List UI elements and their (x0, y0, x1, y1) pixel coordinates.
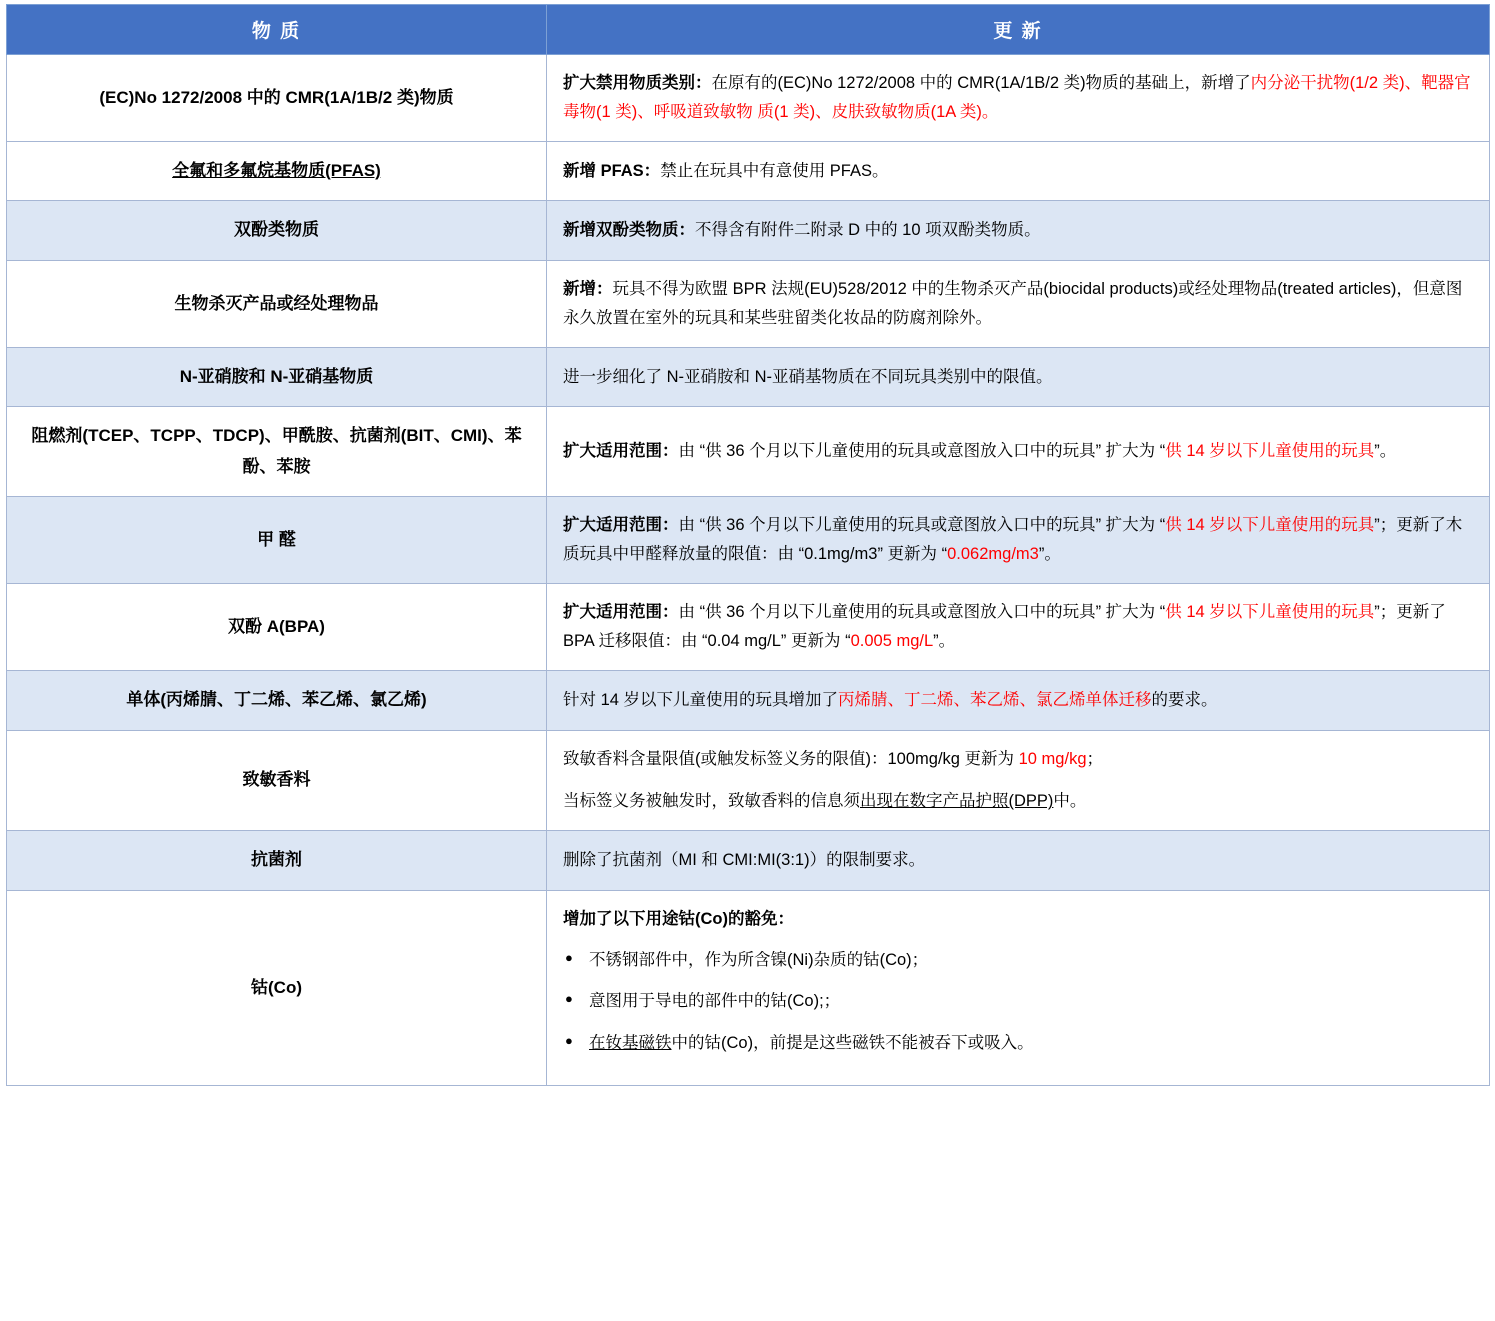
update-text: 在原有的(EC)No 1272/2008 中的 CMR(1A/1B/2 类)物质的基础上，新增了 (711, 74, 1251, 92)
substance-cell: (EC)No 1272/2008 中的 CMR(1A/1B/2 类)物质 (7, 55, 547, 142)
update-text-after: 的要求。 (1151, 690, 1218, 709)
substance-cell: 生物杀灭产品或经处理物品 (7, 260, 547, 347)
substance-cell: 阻燃剂(TCEP、TCPP、TDCP)、甲酰胺、抗菌剂(BIT、CMI)、苯酚、苯胺 (7, 407, 547, 497)
update-highlight: 供 14 岁以下儿童使用的玩具 (1165, 603, 1375, 622)
table-row (7, 141, 1490, 201)
table-body (7, 55, 1490, 1086)
update-cell (547, 670, 1490, 730)
update-text-after: ”。 (1038, 545, 1061, 564)
table-head (7, 5, 1490, 55)
substance-cell: 双酚 A(BPA) (7, 584, 547, 671)
list-item (563, 1029, 1473, 1059)
substance-cell: 双酚类物质 (7, 201, 547, 261)
update-cell (547, 407, 1490, 497)
update-cell (547, 497, 1490, 584)
substance-label: 全氟和多氟烷基物质(PFAS) (172, 160, 381, 180)
update-lead: 新增双酚类物质： (563, 221, 695, 240)
update-lead: 新增： (563, 279, 613, 298)
table-row (7, 670, 1490, 730)
table-row (7, 730, 1490, 831)
update-cell (547, 141, 1490, 201)
update-text: 玩具不得为欧盟 BPR 法规(EU)528/2012 中的生物杀灭产品(biocidal products)或经处理物品(treated articles)，但意图永久放置在室外的玩具和某些驻留类化妆品的防腐剂除外。 (563, 279, 1463, 327)
column-header-substance: 物 质 (7, 5, 547, 55)
update-text: 删除了抗菌剂（MI 和 CMI:MI(3:1)）的限制要求。 (563, 851, 926, 870)
update-cell (547, 730, 1490, 831)
update-text: 致敏香料含量限值(或触发标签义务的限值)：100mg/kg 更新为 (563, 749, 1019, 768)
update-cell (547, 347, 1490, 407)
table-row (7, 497, 1490, 584)
document-sheet (0, 4, 1495, 1086)
exemption-title: 增加了以下用途钴(Co)的豁免： (563, 909, 794, 928)
update-underline: 出现在数字产品护照(DPP) (860, 792, 1054, 811)
update-highlight: 供 14 岁以下儿童使用的玩具 (1165, 516, 1375, 535)
update-cell (547, 55, 1490, 142)
substance-cell: 抗菌剂 (7, 831, 547, 891)
table-row (7, 407, 1490, 497)
exemption-list (563, 946, 1473, 1059)
substance-cell: 钴(Co) (7, 890, 547, 1085)
substance-cell: N-亚硝胺和 N-亚硝基物质 (7, 347, 547, 407)
substance-cell (7, 141, 547, 201)
substance-cell: 单体(丙烯腈、丁二烯、苯乙烯、氯乙烯) (7, 670, 547, 730)
update-cell (547, 890, 1490, 1085)
update-text: 由 “供 36 个月以下儿童使用的玩具或意图放入口中的玩具” 扩大为 “ (678, 442, 1166, 461)
table-row (7, 347, 1490, 407)
list-item: ● 意图用于导电的部件中的钴(Co);； (563, 987, 1473, 1017)
update-cell (547, 831, 1490, 891)
update-text: 针对 14 岁以下儿童使用的玩具增加了 (563, 690, 839, 709)
table-row (7, 260, 1490, 347)
update-cell (547, 260, 1490, 347)
update-text: 进一步细化了 N-亚硝胺和 N-亚硝基物质在不同玩具类别中的限值。 (563, 367, 1053, 386)
update-lead: 扩大适用范围： (563, 516, 679, 535)
update-text: 禁止在玩具中有意使用 PFAS。 (660, 161, 889, 180)
update-lead: 扩大禁用物质类别： (563, 74, 712, 92)
update-cell (547, 584, 1490, 671)
update-lead: 新增 PFAS： (563, 161, 661, 180)
substance-cell: 甲 醛 (7, 497, 547, 584)
update-lead: 扩大适用范围： (563, 603, 679, 622)
column-header-update: 更 新 (547, 5, 1490, 55)
update-text-mid: ”；更新了木质玩具中甲醛释放量的限值：由 “0.1mg/m3” 更新为 “ (563, 516, 1463, 564)
update-text-mid: ”；更新了 BPA 迁移限值：由 “0.04 mg/L” 更新为 “ (563, 603, 1446, 651)
update-paragraph-2 (563, 787, 1473, 816)
update-highlight-2: 0.062mg/m3 (947, 545, 1039, 564)
update-text-2: 当标签义务被触发时，致敏香料的信息须 (563, 792, 860, 811)
update-text: 不得含有附件二附录 D 中的 10 项双酚类物质。 (695, 221, 1041, 240)
update-text-after: ； (1086, 749, 1103, 768)
substance-cell: 致敏香料 (7, 730, 547, 831)
table-row (7, 584, 1490, 671)
list-item-rest: 中的钴(Co)，前提是这些磁铁不能被吞下或吸入。 (671, 1034, 1034, 1053)
list-item: ● 不锈钢部件中，作为所含镍(Ni)杂质的钴(Co)； (563, 946, 1473, 976)
table-row (7, 890, 1490, 1085)
table-row (7, 831, 1490, 891)
update-highlight: 内分泌干扰物(1/2 类)、靶器官毒物(1 类)、呼吸道致敏物 质(1 类)、皮肤致敏物质(1A 类)。 (563, 74, 1471, 121)
update-text-2-after: 中。 (1053, 792, 1087, 811)
table-row (7, 201, 1490, 261)
update-text: 由 “供 36 个月以下儿童使用的玩具或意图放入口中的玩具” 扩大为 “ (678, 603, 1166, 622)
update-highlight-2: 0.005 mg/L (850, 632, 934, 651)
update-highlight: 10 mg/kg (1018, 749, 1087, 768)
regulation-table (6, 4, 1490, 1086)
update-text: 由 “供 36 个月以下儿童使用的玩具或意图放入口中的玩具” 扩大为 “ (678, 516, 1166, 535)
list-item-underline: 在钕基磁铁 (589, 1034, 672, 1053)
update-lead: 扩大适用范围： (563, 442, 679, 461)
table-header-row (7, 5, 1490, 55)
update-text-after: ”。 (933, 632, 956, 651)
update-cell (547, 201, 1490, 261)
table-row (7, 55, 1490, 142)
update-text-after: ”。 (1374, 442, 1397, 461)
update-highlight: 丙烯腈、丁二烯、苯乙烯、氯乙烯单体迁移 (838, 690, 1152, 709)
update-highlight: 供 14 岁以下儿童使用的玩具 (1165, 442, 1375, 461)
update-paragraph-1 (563, 745, 1473, 774)
